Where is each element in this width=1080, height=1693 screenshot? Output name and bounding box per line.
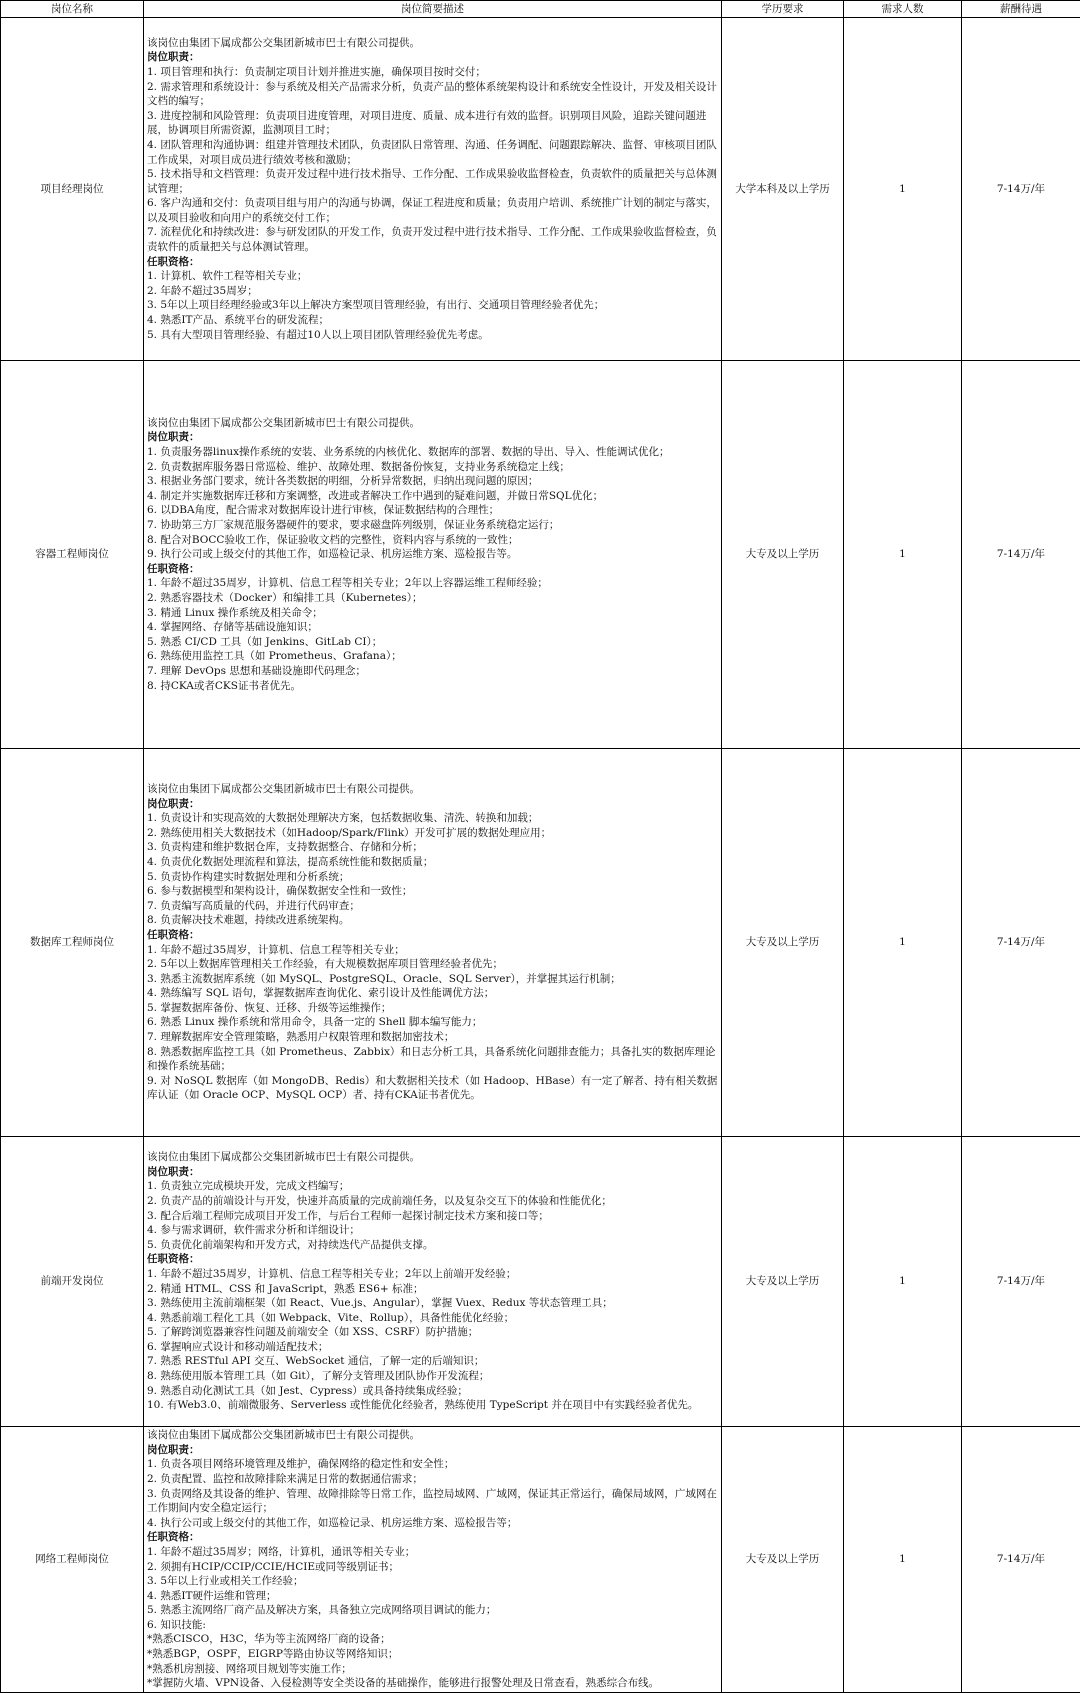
section-heading: 任职资格： bbox=[147, 562, 200, 575]
description-line: 4. 执行公司或上级交付的其他工作，如巡检记录、机房运维方案、巡检报告等； bbox=[147, 1516, 518, 1529]
description-line: 4. 参与需求调研，软件需求分析和详细设计； bbox=[147, 1224, 360, 1237]
section-heading: 岗位职责： bbox=[147, 1443, 200, 1456]
description-line: 9. 熟悉自动化测试工具（如 Jest、Cypress）或具备持续集成经验； bbox=[147, 1384, 468, 1397]
salary: 7-14万/年 bbox=[962, 361, 1080, 749]
description-line: 1. 项目管理和执行：负责制定项目计划并推进实施，确保项目按时交付； bbox=[147, 65, 486, 78]
provider-note: 该岗位由集团下属成都公交集团新城市巴士有限公司提供。 bbox=[147, 36, 420, 49]
education-requirement: 大学本科及以上学历 bbox=[722, 18, 844, 361]
description-line: 5. 熟悉主流网络厂商产品及解决方案，具备独立完成网络项目调试的能力； bbox=[147, 1604, 497, 1617]
section-heading: 任职资格： bbox=[147, 255, 200, 268]
table-row bbox=[1, 18, 1080, 361]
description-line: *熟悉BGP，OSPF，EIGRP等路由协议等网络知识； bbox=[147, 1648, 399, 1661]
description-line: 7. 流程优化和持续改进：参与研发团队的开发工作，负责开发过程中进行技术指导、工作分配、工作成果验收监督检查，负责软件的质量把关与总体测试管理。 bbox=[147, 226, 717, 254]
description-line: 3. 精通 Linux 操作系统及相关命令； bbox=[147, 606, 323, 619]
job-description bbox=[144, 1427, 722, 1693]
description-line: 8. 熟悉数据库监控工具（如 Prometheus、Zabbix）和日志分析工具，具备系统化问题排查能力；具备扎实的数据库理论和操作系统基础； bbox=[147, 1045, 716, 1073]
description-line: *掌握防火墙、VPN设备、入侵检测等安全类设备的基础操作，能够进行报警处理及日常查看，熟悉综合布线。 bbox=[147, 1677, 660, 1690]
description-line: 3. 进度控制和风险管理：负责项目进度管理，对项目进度、质量、成本进行有效的监督。识别项目风险，追踪关键问题进展，协调项目所需资源，监测项目工时； bbox=[147, 109, 707, 137]
description-line: 7. 协助第三方厂家规范服务器硬件的要求，要求磁盘阵列级别，保证业务系统稳定运行； bbox=[147, 519, 560, 532]
headcount: 1 bbox=[844, 18, 962, 361]
description-line: 7. 负责编写高质量的代码，并进行代码审查； bbox=[147, 899, 360, 912]
description-line: 10. 有Web3.0、前端微服务、Serverless 或性能优化经验者，熟练使用 TypeScript 并在项目中有实践经验者优先。 bbox=[147, 1399, 699, 1412]
description-line: 6. 熟悉 Linux 操作系统和常用命令，具备一定的 Shell 脚本编写能力； bbox=[147, 1016, 483, 1029]
description-line: 8. 持CKA或者CKS证书者优先。 bbox=[147, 679, 301, 692]
job-name: 容器工程师岗位 bbox=[1, 361, 144, 749]
description-line: 4. 熟悉前端工程化工具（如 Webpack、Vite、Rollup），具备性能优化经验； bbox=[147, 1311, 515, 1324]
headcount: 1 bbox=[844, 1427, 962, 1693]
description-line: 2. 负责数据库服务器日常巡检、维护、故障处理、数据备份恢复，支持业务系统稳定上线； bbox=[147, 460, 570, 473]
description-line: 2. 负责配置、监控和故障排除来满足日常的数据通信需求； bbox=[147, 1472, 423, 1485]
provider-note: 该岗位由集团下属成都公交集团新城市巴士有限公司提供。 bbox=[147, 1151, 420, 1164]
education-requirement: 大专及以上学历 bbox=[722, 1427, 844, 1693]
description-line: 8. 负责解决技术难题，持续改进系统架构。 bbox=[147, 914, 350, 927]
description-line: 7. 熟悉 RESTful API 交互、WebSocket 通信，了解一定的后端知识； bbox=[147, 1355, 485, 1368]
description-line: 6. 以DBA角度，配合需求对数据库设计进行审核，保证数据结构的合理性； bbox=[147, 504, 500, 517]
salary: 7-14万/年 bbox=[962, 1427, 1080, 1693]
description-line: 1. 负责独立完成模块开发，完成文档编写； bbox=[147, 1180, 350, 1193]
headcount: 1 bbox=[844, 361, 962, 749]
header-headcount: 需求人数 bbox=[844, 1, 962, 18]
header-job-name: 岗位名称 bbox=[1, 1, 144, 18]
section-heading: 岗位职责： bbox=[147, 431, 200, 444]
description-line: 6. 熟练使用监控工具（如 Prometheus、Grafana）； bbox=[147, 650, 402, 663]
description-line: 7. 理解 DevOps 思想和基础设施即代码理念； bbox=[147, 664, 366, 677]
description-line: 2. 精通 HTML、CSS 和 JavaScript，熟悉 ES6+ 标准； bbox=[147, 1282, 424, 1295]
table-row bbox=[1, 1137, 1080, 1427]
description-line: 3. 根据业务部门要求，统计各类数据的明细，分析异常数据，归纳出现问题的原因； bbox=[147, 475, 539, 488]
table-row bbox=[1, 749, 1080, 1137]
job-description bbox=[144, 749, 722, 1137]
description-line: 7. 理解数据库安全管理策略，熟悉用户权限管理和数据加密技术； bbox=[147, 1031, 455, 1044]
job-description bbox=[144, 361, 722, 749]
description-line: 6. 参与数据模型和架构设计，确保数据安全性和一致性； bbox=[147, 885, 413, 898]
description-line: 3. 负责网络及其设备的维护、管理、故障排除等日常工作，监控局域网、广域网，保证其正常运行，确保局域网，广域网在工作期间内安全稳定运行； bbox=[147, 1487, 717, 1515]
header-salary: 薪酬待遇 bbox=[962, 1, 1080, 18]
section-heading: 岗位职责： bbox=[147, 797, 200, 810]
description-line: 1. 计算机、软件工程等相关专业； bbox=[147, 270, 308, 283]
description-line: 1. 年龄不超过35周岁，计算机、信息工程等相关专业；2年以上容器运维工程师经验； bbox=[147, 577, 548, 590]
description-line: 3. 5年以上行业或相关工作经验； bbox=[147, 1575, 304, 1588]
description-line: 3. 配合后端工程师完成项目开发工作，与后台工程师一起探讨制定技术方案和接口等； bbox=[147, 1209, 549, 1222]
description-line: 3. 5年以上项目经理经验或3年以上解决方案型项目管理经验，有出行、交通项目管理经验者优先； bbox=[147, 299, 605, 312]
description-line: 4. 负责优化数据处理流程和算法，提高系统性能和数据质量； bbox=[147, 855, 434, 868]
description-line: 9. 对 NoSQL 数据库（如 MongoDB、Redis）和大数据相关技术（如 Hadoop、HBase）有一定了解者、持有相关数据库认证（如 Oracle OCP、MySQL OCP）者、持有CKA证书者优先。 bbox=[147, 1074, 718, 1102]
description-line: 2. 熟练使用相关大数据技术（如Hadoop/Spark/Flink）开发可扩展的数据处理应用； bbox=[147, 826, 552, 839]
education-requirement: 大专及以上学历 bbox=[722, 1137, 844, 1427]
description-line: 4. 掌握网络、存储等基础设施知识； bbox=[147, 621, 318, 634]
job-name: 项目经理岗位 bbox=[1, 18, 144, 361]
description-line: 5. 负责优化前端架构和开发方式，对持续迭代产品提供支撑。 bbox=[147, 1238, 434, 1251]
description-line: 8. 配合对BOCC验收工作，保证验收文档的完整性，资料内容与系统的一致性； bbox=[147, 533, 519, 546]
section-heading: 任职资格： bbox=[147, 1253, 200, 1266]
header-job-description: 岗位简要描述 bbox=[144, 1, 722, 18]
description-line: 1. 年龄不超过35周岁，计算机、信息工程等相关专业； bbox=[147, 943, 405, 956]
provider-note: 该岗位由集团下属成都公交集团新城市巴士有限公司提供。 bbox=[147, 782, 420, 795]
job-name: 前端开发岗位 bbox=[1, 1137, 144, 1427]
description-line: *熟悉CISCO，H3C，华为等主流网络厂商的设备； bbox=[147, 1633, 391, 1646]
description-line: 3. 负责构建和维护数据仓库，支持数据整合、存储和分析； bbox=[147, 841, 423, 854]
section-heading: 任职资格： bbox=[147, 1531, 200, 1544]
salary: 7-14万/年 bbox=[962, 749, 1080, 1137]
section-heading: 岗位职责： bbox=[147, 51, 200, 64]
description-line: 2. 需求管理和系统设计：参与系统及相关产品需求分析，负责产品的整体系统架构设计和系统安全性设计，开发及相关设计文档的编写； bbox=[147, 80, 717, 108]
description-line: 9. 执行公司或上级交付的其他工作，如巡检记录、机房运维方案、巡检报告等。 bbox=[147, 548, 518, 561]
description-line: 2. 负责产品的前端设计与开发，快速并高质量的完成前端任务，以及复杂交互下的体验和性能优化； bbox=[147, 1194, 612, 1207]
headcount: 1 bbox=[844, 749, 962, 1137]
description-line: 1. 负责各项目网络环境管理及维护，确保网络的稳定性和安全性； bbox=[147, 1458, 455, 1471]
section-heading: 任职资格： bbox=[147, 928, 200, 941]
description-line: 4. 熟悉IT硬件运维和管理； bbox=[147, 1589, 277, 1602]
description-line: 1. 负责服务器linux操作系统的安装、业务系统的内核优化、数据库的部署、数据的导出、导入、性能调试优化； bbox=[147, 446, 670, 459]
description-line: 2. 年龄不超过35周岁； bbox=[147, 284, 258, 297]
table-row bbox=[1, 361, 1080, 749]
provider-note: 该岗位由集团下属成都公交集团新城市巴士有限公司提供。 bbox=[147, 1429, 420, 1442]
description-line: 3. 熟练使用主流前端框架（如 React、Vue.js、Angular），掌握 Vuex、Redux 等状态管理工具； bbox=[147, 1297, 613, 1310]
section-heading: 岗位职责： bbox=[147, 1165, 200, 1178]
description-line: 2. 须拥有HCIP/CCIP/CCIE/HCIE或同等级别证书； bbox=[147, 1560, 400, 1573]
education-requirement: 大专及以上学历 bbox=[722, 361, 844, 749]
description-line: 4. 制定并实施数据库迁移和方案调整，改进或者解决工作中遇到的疑难问题，并做日常SQL优化； bbox=[147, 489, 604, 502]
job-description bbox=[144, 1137, 722, 1427]
description-line: 3. 熟悉主流数据库系统（如 MySQL、PostgreSQL、Oracle、SQL Server），并掌握其运行机制； bbox=[147, 972, 621, 985]
description-line: 5. 熟悉 CI/CD 工具（如 Jenkins、GitLab CI）； bbox=[147, 635, 383, 648]
description-line: 1. 负责设计和实现高效的大数据处理解决方案，包括数据收集、清洗、转换和加载； bbox=[147, 812, 539, 825]
description-line: 5. 技术指导和文档管理：负责开发过程中进行技术指导、工作分配、工作成果验收监督检查，负责软件的质量把关与总体测试管理； bbox=[147, 168, 717, 195]
description-line: 5. 负责协作构建实时数据处理和分析系统； bbox=[147, 870, 350, 883]
table-header-row bbox=[1, 1, 1080, 18]
description-line: 4. 团队管理和沟通协调：组建并管理技术团队，负责团队日常管理、沟通、任务调配、问题跟踪解决、监督、审核项目团队工作成果，对项目成员进行绩效考核和激励； bbox=[147, 138, 717, 166]
description-line: 1. 年龄不超过35周岁，计算机、信息工程等相关专业；2年以上前端开发经验； bbox=[147, 1267, 517, 1280]
salary: 7-14万/年 bbox=[962, 1137, 1080, 1427]
description-line: 6. 掌握响应式设计和移动端适配技术； bbox=[147, 1340, 329, 1353]
provider-note: 该岗位由集团下属成都公交集团新城市巴士有限公司提供。 bbox=[147, 416, 420, 429]
description-line: 4. 熟悉IT产品、系统平台的研发流程； bbox=[147, 314, 330, 327]
description-line: 5. 了解跨浏览器兼容性问题及前端安全（如 XSS、CSRF）防护措施； bbox=[147, 1326, 479, 1339]
description-line: *熟悉机房割接、网络项目规划等实施工作； bbox=[147, 1662, 352, 1675]
description-line: 8. 熟练使用版本管理工具（如 Git），了解分支管理及团队协作开发流程； bbox=[147, 1370, 490, 1383]
header-education: 学历要求 bbox=[722, 1, 844, 18]
description-line: 6. 知识技能: bbox=[147, 1618, 206, 1631]
description-line: 2. 5年以上数据库管理相关工作经验，有大规模数据库项目管理经验者优先； bbox=[147, 958, 504, 971]
education-requirement: 大专及以上学历 bbox=[722, 749, 844, 1137]
description-line: 4. 熟练编写 SQL 语句，掌握数据库查询优化、索引设计及性能调优方法； bbox=[147, 987, 495, 1000]
description-line: 1. 年龄不超过35周岁；网络，计算机，通讯等相关专业； bbox=[147, 1545, 416, 1558]
description-line: 2. 熟悉容器技术（Docker）和编排工具（Kubernetes）； bbox=[147, 591, 423, 604]
description-line: 5. 具有大型项目管理经验、有超过10人以上项目团队管理经验优先考虑。 bbox=[147, 328, 489, 341]
job-name: 网络工程师岗位 bbox=[1, 1427, 144, 1693]
salary: 7-14万/年 bbox=[962, 18, 1080, 361]
description-line: 6. 客户沟通和交付：负责项目组与用户的沟通与协调，保证工程进度和质量；负责用户培训、系统推广计划的制定与落实，以及项目验收和向用户的系统交付工作； bbox=[147, 197, 717, 224]
job-name: 数据库工程师岗位 bbox=[1, 749, 144, 1137]
table-row bbox=[1, 1427, 1080, 1693]
description-line: 5. 掌握数据库备份、恢复、迁移、升级等运维操作； bbox=[147, 1001, 392, 1014]
job-description bbox=[144, 18, 722, 361]
headcount: 1 bbox=[844, 1137, 962, 1427]
